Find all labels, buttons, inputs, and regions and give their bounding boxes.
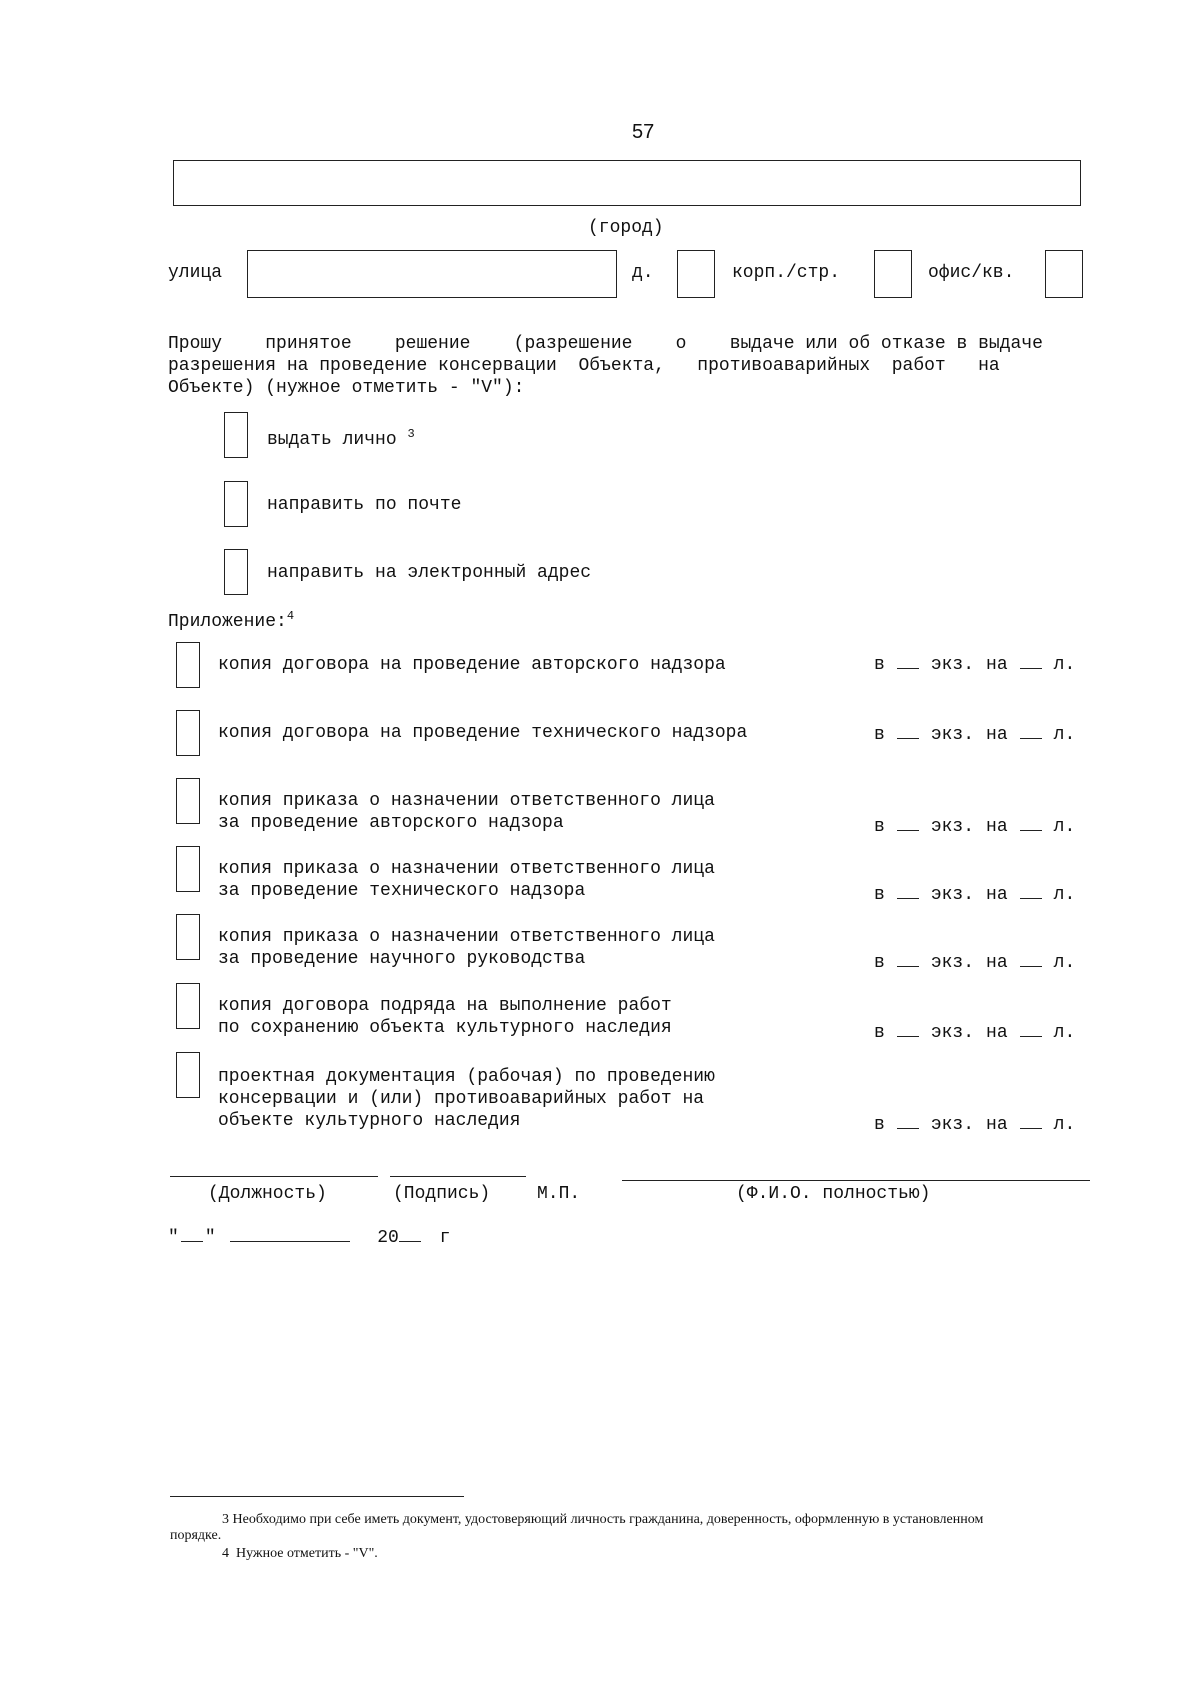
name-signature-line xyxy=(622,1180,1090,1181)
copies-count-blank[interactable] xyxy=(897,724,919,739)
pages-count-blank[interactable] xyxy=(1020,952,1042,967)
appendix-item-line: за проведение авторского надзора xyxy=(218,813,564,833)
copies-ekz-label: экз. xyxy=(930,1023,975,1043)
copies-na-label: на xyxy=(986,953,1008,973)
building-label: корп./стр. xyxy=(732,263,841,283)
appendix-item-line: копия приказа о назначении ответственного лица xyxy=(218,927,715,947)
copies-ekz-label: экз. xyxy=(930,1115,975,1135)
appendix-item-copies xyxy=(868,816,1081,837)
copies-count-blank[interactable] xyxy=(897,1114,919,1129)
pages-count-blank[interactable] xyxy=(1020,1114,1042,1129)
appendix-item-text xyxy=(218,722,747,744)
copies-in-label: в xyxy=(874,725,885,745)
copies-in-label: в xyxy=(874,655,885,675)
copies-count-blank[interactable] xyxy=(897,654,919,669)
copies-l-label: л. xyxy=(1053,655,1076,675)
position-label: (Должность) xyxy=(208,1184,327,1204)
appendix-item-line: копия договора на проведение авторского надзора xyxy=(218,655,726,675)
copies-ekz-label: экз. xyxy=(930,953,975,973)
option-personal-label: выдать лично $^3$ xyxy=(267,427,415,450)
copies-count-blank[interactable] xyxy=(897,952,919,967)
day-blank[interactable] xyxy=(181,1227,203,1242)
option-personal-checkbox[interactable] xyxy=(224,412,248,458)
copies-l-label: л. xyxy=(1053,953,1076,973)
house-field[interactable] xyxy=(677,250,715,298)
copies-na-label: на xyxy=(986,655,1008,675)
request-line-2: разрешения на проведение консервации Объекта, противоаварийных работ на xyxy=(168,356,1000,376)
office-field[interactable] xyxy=(1045,250,1083,298)
copies-l-label: л. xyxy=(1053,725,1076,745)
appendix-item-text xyxy=(218,654,726,676)
office-label: офис/кв. xyxy=(928,263,1015,283)
appendix-item-text xyxy=(218,1066,715,1132)
page-number: 57 xyxy=(632,121,655,143)
appendix-item-line: копия договора на проведение технического надзора xyxy=(218,723,748,743)
appendix-item-line: объекте культурного наследия xyxy=(218,1111,521,1131)
appendix-item-line: копия договора подряда на выполнение работ xyxy=(218,996,672,1016)
stamp-label: М.П. xyxy=(537,1184,581,1204)
copies-in-label: в xyxy=(874,817,885,837)
pages-count-blank[interactable] xyxy=(1020,724,1042,739)
copies-na-label: на xyxy=(986,1115,1008,1135)
city-label: (город) xyxy=(588,218,664,238)
pages-count-blank[interactable] xyxy=(1020,816,1042,831)
appendix-item-copies xyxy=(868,654,1081,675)
footnote-ref-4: 4 xyxy=(286,609,295,623)
appendix-item-copies xyxy=(868,952,1081,973)
copies-ekz-label: экз. xyxy=(930,817,975,837)
position-signature-line xyxy=(170,1176,378,1177)
appendix-item-line: проектная документация (рабочая) по проведению xyxy=(218,1067,715,1087)
appendix-item-text xyxy=(218,790,715,834)
building-field[interactable] xyxy=(874,250,912,298)
appendix-item-copies xyxy=(868,1022,1081,1043)
copies-l-label: л. xyxy=(1053,1023,1076,1043)
appendix-item-checkbox[interactable] xyxy=(176,710,200,756)
appendix-item-text xyxy=(218,926,715,970)
footnote-ref-3: 3 xyxy=(407,427,415,441)
footnote-separator xyxy=(170,1496,464,1497)
appendix-item-checkbox[interactable] xyxy=(176,846,200,892)
date-line: " " 20 г xyxy=(168,1228,451,1248)
appendix-item-line: за проведение научного руководства xyxy=(218,949,586,969)
request-line-1: Прошу принятое решение (разрешение о выдаче или об отказе в выдаче xyxy=(168,334,1043,354)
street-field[interactable] xyxy=(247,250,617,298)
appendix-item-checkbox[interactable] xyxy=(176,1052,200,1098)
copies-in-label: в xyxy=(874,885,885,905)
appendix-item-line: консервации и (или) противоаварийных работ на xyxy=(218,1089,705,1109)
copies-l-label: л. xyxy=(1053,885,1076,905)
copies-l-label: л. xyxy=(1053,1115,1076,1135)
street-label: улица xyxy=(168,263,223,283)
appendix-item-checkbox[interactable] xyxy=(176,914,200,960)
appendix-item-copies xyxy=(868,1114,1081,1135)
appendix-item-text xyxy=(218,858,715,902)
appendix-item-copies xyxy=(868,884,1081,905)
copies-in-label: в xyxy=(874,953,885,973)
copies-na-label: на xyxy=(986,725,1008,745)
copies-count-blank[interactable] xyxy=(897,1022,919,1037)
copies-ekz-label: экз. xyxy=(930,725,975,745)
option-mail-checkbox[interactable] xyxy=(224,481,248,527)
appendix-item-text xyxy=(218,995,672,1039)
appendix-item-checkbox[interactable] xyxy=(176,983,200,1029)
appendix-item-copies xyxy=(868,724,1081,745)
appendix-item-line: копия приказа о назначении ответственного лица xyxy=(218,859,715,879)
city-field[interactable] xyxy=(173,160,1081,206)
copies-na-label: на xyxy=(986,817,1008,837)
month-blank[interactable] xyxy=(230,1227,350,1242)
option-email-checkbox[interactable] xyxy=(224,549,248,595)
pages-count-blank[interactable] xyxy=(1020,884,1042,899)
copies-count-blank[interactable] xyxy=(897,884,919,899)
appendix-item-checkbox[interactable] xyxy=(176,778,200,824)
footnote-3: 3 Необходимо при себе иметь документ, удостоверяющий личность гражданина, доверенность, оформленную в установленном xyxy=(222,1512,984,1527)
copies-l-label: л. xyxy=(1053,817,1076,837)
option-mail-label: направить по почте xyxy=(267,495,462,515)
year-blank[interactable] xyxy=(399,1227,421,1242)
appendix-item-checkbox[interactable] xyxy=(176,642,200,688)
footnote-3-continuation: порядке. xyxy=(170,1528,222,1543)
pages-count-blank[interactable] xyxy=(1020,654,1042,669)
signature-label: (Подпись) xyxy=(393,1184,491,1204)
copies-na-label: на xyxy=(986,885,1008,905)
copies-ekz-label: экз. xyxy=(930,655,975,675)
request-line-3: Объекте) (нужное отметить - "V"): xyxy=(168,378,525,398)
appendix-title: Приложение:$^4$ xyxy=(168,609,295,632)
copies-ekz-label: экз. xyxy=(930,885,975,905)
copies-na-label: на xyxy=(986,1023,1008,1043)
pages-count-blank[interactable] xyxy=(1020,1022,1042,1037)
copies-count-blank[interactable] xyxy=(897,816,919,831)
appendix-item-line: копия приказа о назначении ответственного лица xyxy=(218,791,715,811)
full-name-label: (Ф.И.О. полностью) xyxy=(736,1184,931,1204)
appendix-item-line: за проведение технического надзора xyxy=(218,881,586,901)
copies-in-label: в xyxy=(874,1115,885,1135)
signature-line xyxy=(390,1176,526,1177)
house-label: д. xyxy=(632,263,654,283)
appendix-item-line: по сохранению объекта культурного наследия xyxy=(218,1018,672,1038)
footnote-4: 4 Нужное отметить - "V". xyxy=(222,1546,378,1561)
option-email-label: направить на электронный адрес xyxy=(267,563,592,583)
copies-in-label: в xyxy=(874,1023,885,1043)
